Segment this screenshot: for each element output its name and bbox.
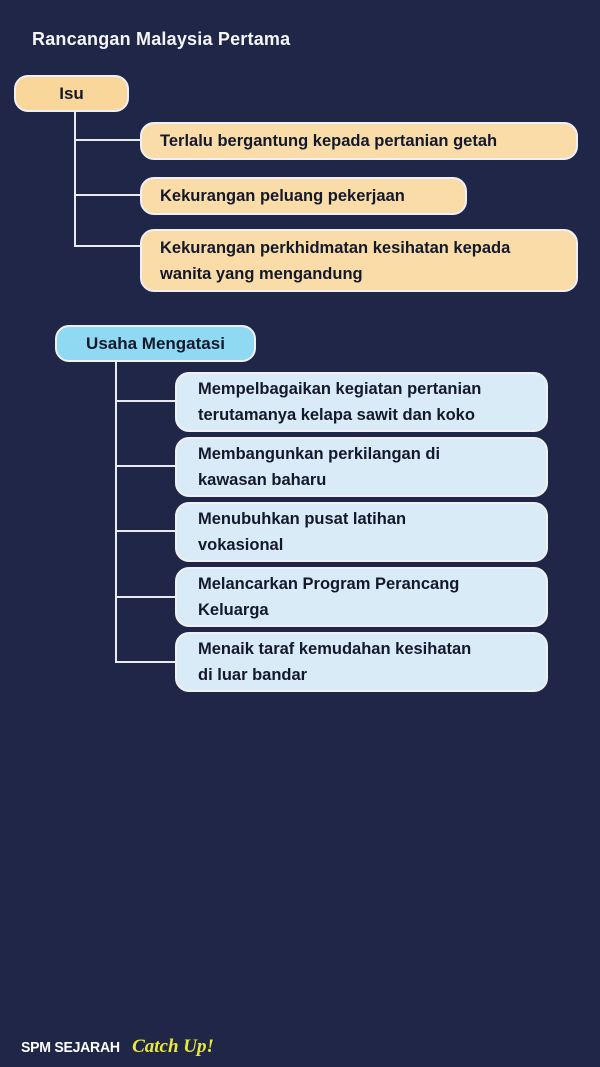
issues-trunk-connector [74, 112, 76, 247]
efforts-branch-connector [115, 400, 175, 402]
effort-item [175, 567, 548, 627]
issue-item [140, 229, 578, 292]
effort-item-text: di luar bandar [198, 666, 308, 684]
issues-branch-connector [74, 245, 140, 247]
footer-brand [21, 1036, 214, 1058]
issue-item [140, 122, 578, 160]
issues-header-label: Isu [59, 83, 84, 103]
effort-item-text: Menubuhkan pusat latihan [198, 510, 407, 528]
effort-item-text: Menaik taraf kemudahan kesihatan [198, 640, 472, 658]
effort-item-text: Melancarkan Program Perancang [198, 575, 460, 593]
effort-item-text: Mempelbagaikan kegiatan pertanian [198, 380, 482, 398]
efforts-header-label: Usaha Mengatasi [86, 333, 225, 353]
efforts-trunk-connector [115, 362, 117, 663]
issue-item [140, 177, 467, 215]
issues-branch-connector [74, 194, 140, 196]
efforts-branch-connector [115, 530, 175, 532]
issue-item-text: Kekurangan peluang pekerjaan [160, 187, 405, 205]
efforts-header-box [55, 325, 256, 362]
issue-item-text: Kekurangan perkhidmatan kesihatan kepada [160, 238, 511, 257]
effort-item-text: Keluarga [198, 601, 269, 619]
efforts-branch-connector [115, 596, 175, 598]
effort-item [175, 502, 548, 562]
effort-item [175, 372, 548, 432]
effort-item-text: terutamanya kelapa sawit dan koko [198, 406, 475, 424]
issue-item-text: wanita yang mengandung [160, 264, 363, 283]
efforts-branch-connector [115, 465, 175, 467]
effort-item-text: vokasional [198, 536, 284, 554]
effort-item [175, 632, 548, 692]
issues-header-box [14, 75, 129, 112]
page-title: Rancangan Malaysia Pertama [32, 29, 291, 49]
effort-item-text: Membangunkan perkilangan di [198, 445, 441, 463]
footer-brand-text: SPM SEJARAH [21, 1039, 120, 1056]
efforts-branch-connector [115, 661, 175, 663]
effort-item [175, 437, 548, 497]
issue-item-text: Terlalu bergantung kepada pertanian getah [160, 132, 498, 150]
issues-branch-connector [74, 139, 140, 141]
footer-brand-accent: Catch Up! [132, 1036, 214, 1057]
effort-item-text: kawasan baharu [198, 471, 327, 489]
